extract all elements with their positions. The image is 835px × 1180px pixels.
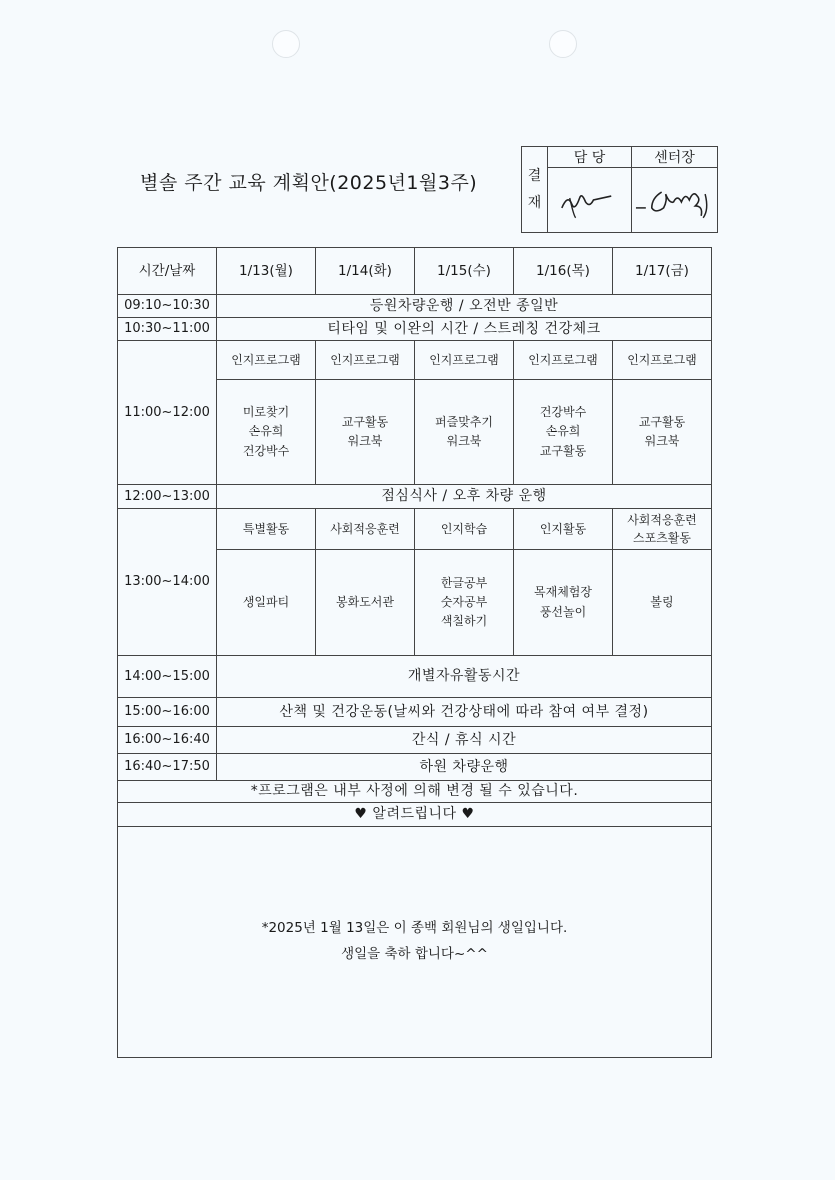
program-activities: 교구활동 워크북 [613, 380, 712, 485]
program-category: 인지프로그램 [316, 341, 415, 380]
schedule-activity-merged: 산책 및 건강운동(날씨와 건강상태에 따라 참여 여부 결정) [217, 698, 712, 727]
announcement-heading: ♥ 알려드립니다 ♥ [118, 803, 712, 827]
schedule-activity-merged: 하원 차량운행 [217, 754, 712, 781]
program-activities: 교구활동 워크북 [316, 380, 415, 485]
header-day-thu: 1/16(목) [514, 248, 613, 295]
approval-label: 결 재 [522, 147, 548, 233]
program-category: 인지프로그램 [514, 341, 613, 380]
program-category: 사회적응훈련 스포츠활동 [613, 509, 712, 550]
time-slot: 16:40~17:50 [118, 754, 217, 781]
program-activities: 목재체험장 풍선놀이 [514, 550, 613, 656]
schedule-activity-merged: 간식 / 휴식 시간 [217, 727, 712, 754]
header-day-wed: 1/15(수) [415, 248, 514, 295]
time-slot: 10:30~11:00 [118, 318, 217, 341]
program-category: 인지프로그램 [613, 341, 712, 380]
time-slot: 14:00~15:00 [118, 656, 217, 698]
program-category: 인지학습 [415, 509, 514, 550]
schedule-activity-merged: 등원차량운행 / 오전반 종일반 [217, 295, 712, 318]
program-category: 인지활동 [514, 509, 613, 550]
change-notice: *프로그램은 내부 사정에 의해 변경 될 수 있습니다. [118, 781, 712, 803]
punch-hole-right [549, 30, 577, 58]
director-signature [632, 168, 718, 233]
header-day-tue: 1/14(화) [316, 248, 415, 295]
weekly-schedule-table [117, 247, 712, 1058]
program-category: 인지프로그램 [217, 341, 316, 380]
staff-signature [548, 168, 632, 233]
announcement-body [118, 827, 712, 1058]
schedule-activity-merged: 점심식사 / 오후 차량 운행 [217, 485, 712, 509]
approval-role-staff: 담 당 [548, 147, 632, 168]
staff-signature-image [548, 168, 631, 232]
program-activities: 미로찾기 손유희 건강박수 [217, 380, 316, 485]
document-title: 별솔 주간 교육 계획안(2025년1월3주) [140, 172, 478, 194]
punch-hole-left [272, 30, 300, 58]
program-category: 사회적응훈련 [316, 509, 415, 550]
header-time-date: 시간/날짜 [118, 248, 217, 295]
program-activities: 봉화도서관 [316, 550, 415, 656]
schedule-activity-merged: 개별자유활동시간 [217, 656, 712, 698]
approval-role-director: 센터장 [632, 147, 718, 168]
program-activities: 건강박수 손유희 교구활동 [514, 380, 613, 485]
time-slot: 15:00~16:00 [118, 698, 217, 727]
program-activities: 볼링 [613, 550, 712, 656]
program-activities: 한글공부 숫자공부 색칠하기 [415, 550, 514, 656]
announcement-line: 생일을 축하 합니다~^^ [341, 946, 488, 962]
time-slot: 09:10~10:30 [118, 295, 217, 318]
time-slot: 16:00~16:40 [118, 727, 217, 754]
header-day-fri: 1/17(금) [613, 248, 712, 295]
announcement-line: *2025년 1월 13일은 이 종백 회원님의 생일입니다. [261, 920, 568, 937]
time-slot: 11:00~12:00 [118, 341, 217, 485]
time-slot: 12:00~13:00 [118, 485, 217, 509]
director-signature-image [632, 168, 717, 232]
program-category: 특별활동 [217, 509, 316, 550]
program-activities: 퍼즐맞추기 워크북 [415, 380, 514, 485]
header-day-mon: 1/13(월) [217, 248, 316, 295]
program-activities: 생일파티 [217, 550, 316, 656]
schedule-activity-merged: 티타임 및 이완의 시간 / 스트레칭 건강체크 [217, 318, 712, 341]
program-category: 인지프로그램 [415, 341, 514, 380]
approval-box [521, 146, 718, 233]
time-slot: 13:00~14:00 [118, 509, 217, 656]
